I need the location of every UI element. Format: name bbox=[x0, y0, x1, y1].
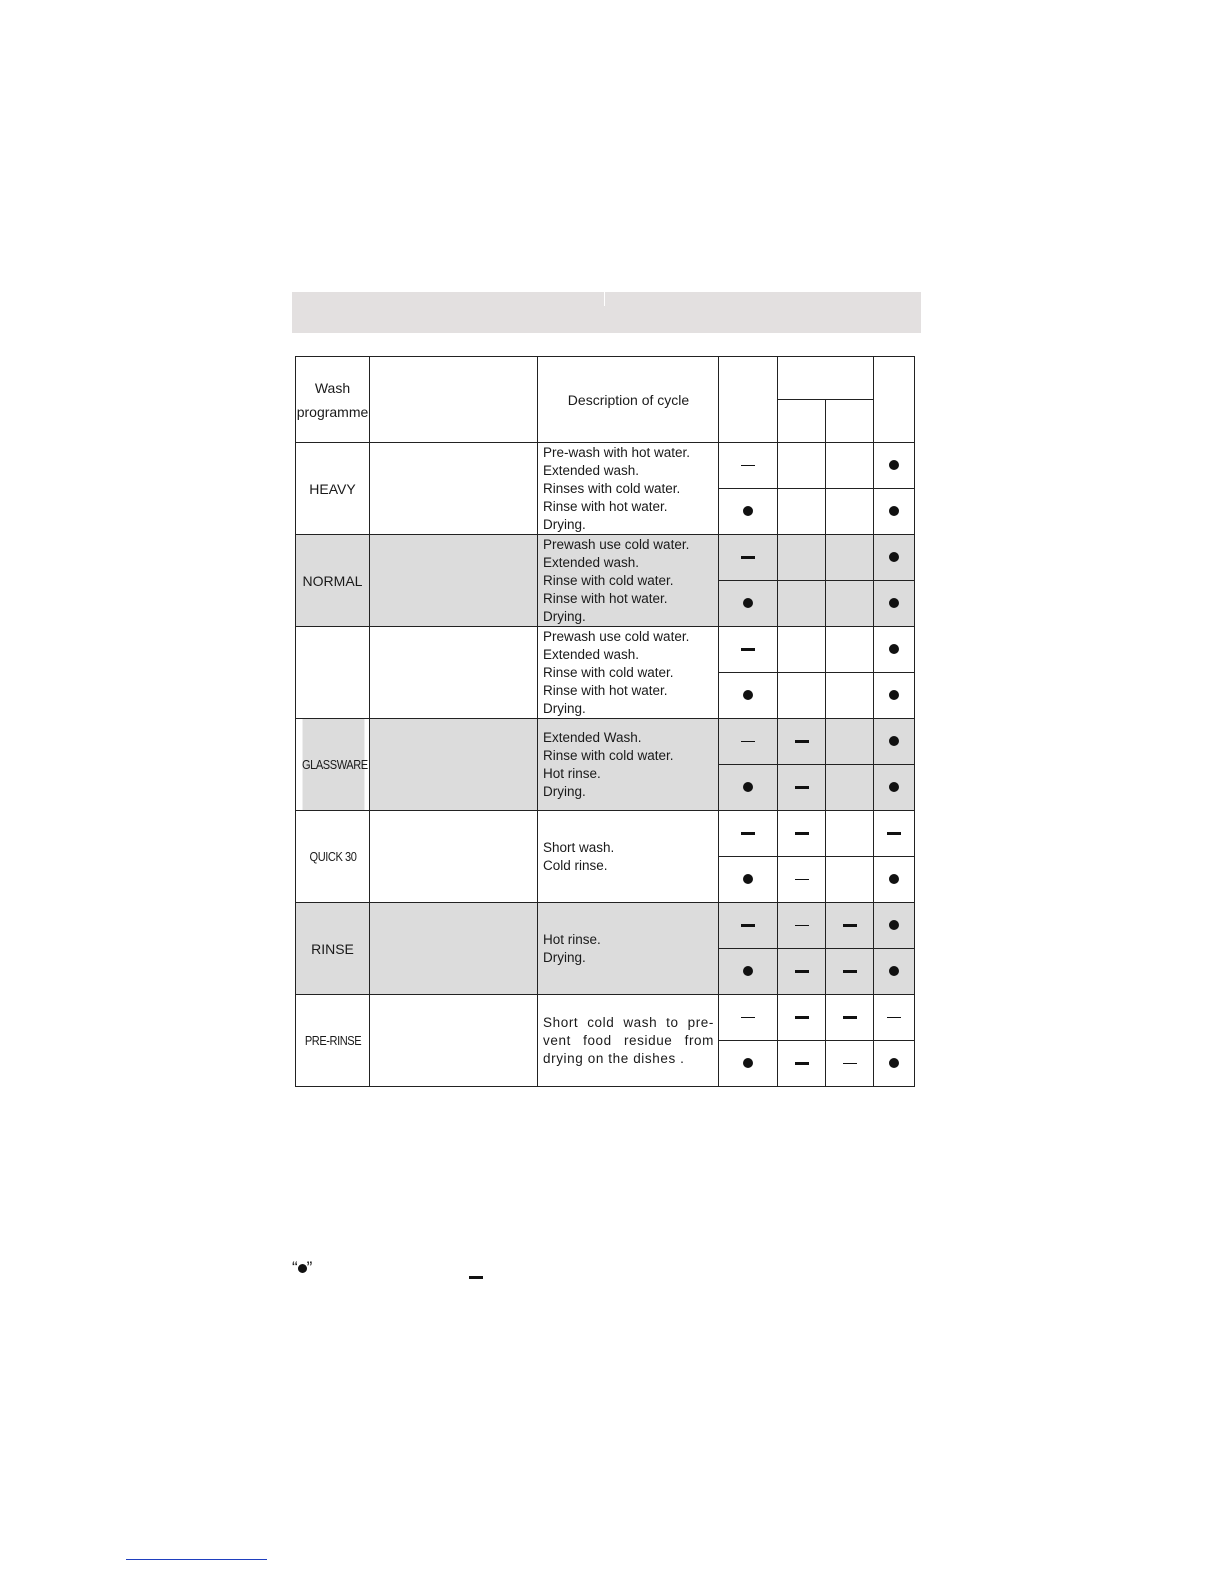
symbol-cell bbox=[826, 535, 874, 581]
symbol-cell bbox=[778, 765, 826, 811]
dot-icon bbox=[743, 598, 753, 608]
symbol-cell bbox=[874, 857, 915, 903]
symbol-cell bbox=[826, 719, 874, 765]
dot-icon bbox=[889, 460, 899, 470]
symbol-cell bbox=[874, 811, 915, 857]
dash-icon bbox=[741, 1017, 755, 1019]
symbol-cell bbox=[778, 581, 826, 627]
dash-icon bbox=[843, 970, 857, 973]
symbol-cell bbox=[874, 765, 915, 811]
dot-icon bbox=[743, 782, 753, 792]
symbol-cell bbox=[778, 949, 826, 995]
table-header-row bbox=[296, 357, 915, 400]
description-line: Short wash. bbox=[543, 839, 615, 855]
table-row bbox=[296, 995, 915, 1041]
symbol-cell bbox=[826, 1041, 874, 1087]
dot-icon bbox=[743, 506, 753, 516]
symbol-cell bbox=[826, 811, 874, 857]
dash-icon bbox=[795, 740, 809, 743]
programme-blank-cell bbox=[370, 811, 538, 903]
symbol-cell bbox=[874, 719, 915, 765]
header-col-a bbox=[719, 357, 778, 443]
symbol-cell bbox=[778, 673, 826, 719]
dash-icon bbox=[843, 924, 857, 927]
dash-icon bbox=[795, 970, 809, 973]
symbol-cell bbox=[778, 903, 826, 949]
symbol-cell bbox=[874, 1041, 915, 1087]
dash-icon bbox=[887, 1017, 901, 1019]
programme-name: GLASSWARE bbox=[301, 719, 364, 811]
description-line: Rinse with hot water. bbox=[543, 590, 668, 606]
dash-icon bbox=[795, 1016, 809, 1019]
programme-description bbox=[538, 627, 719, 719]
description-line: Rinses with cold water. bbox=[543, 480, 681, 496]
dash-icon bbox=[741, 832, 755, 835]
symbol-cell bbox=[778, 489, 826, 535]
symbol-cell bbox=[719, 673, 778, 719]
dash-icon bbox=[795, 925, 809, 927]
description-line: Rinse with hot water. bbox=[543, 682, 668, 698]
dot-icon bbox=[889, 690, 899, 700]
programme-description bbox=[538, 995, 719, 1087]
symbol-cell bbox=[874, 489, 915, 535]
dot-icon bbox=[889, 736, 899, 746]
header-description: Description of cycle bbox=[538, 357, 719, 443]
header-col-c bbox=[826, 400, 874, 443]
table-row bbox=[296, 627, 915, 673]
programme-blank-cell bbox=[370, 443, 538, 535]
symbol-cell bbox=[874, 673, 915, 719]
programme-name: PRE-RINSE bbox=[301, 995, 364, 1087]
programme-name bbox=[296, 627, 370, 719]
programme-blank-cell bbox=[370, 535, 538, 627]
header-blank bbox=[370, 357, 538, 443]
description-line: Pre-wash with hot water. bbox=[543, 444, 691, 460]
dot-icon bbox=[743, 874, 753, 884]
symbol-cell bbox=[826, 995, 874, 1041]
symbol-cell bbox=[719, 719, 778, 765]
description-line: Extended wash. bbox=[543, 462, 640, 478]
symbol-cell bbox=[826, 581, 874, 627]
symbol-cell bbox=[719, 765, 778, 811]
symbol-cell bbox=[778, 995, 826, 1041]
programme-blank-cell bbox=[370, 719, 538, 811]
symbol-cell bbox=[778, 811, 826, 857]
symbol-cell bbox=[826, 949, 874, 995]
description-line: Rinse with cold water. bbox=[543, 747, 674, 763]
symbol-cell bbox=[719, 1041, 778, 1087]
description-line: Extended Wash. bbox=[543, 729, 642, 745]
dash-icon bbox=[795, 879, 809, 881]
symbol-cell bbox=[719, 535, 778, 581]
description-line: Drying. bbox=[543, 608, 586, 624]
symbol-cell bbox=[874, 903, 915, 949]
symbol-cell bbox=[826, 765, 874, 811]
header-col-b bbox=[778, 400, 826, 443]
footer-link-underline[interactable] bbox=[126, 1559, 267, 1560]
header-programme: programme bbox=[296, 403, 369, 420]
programme-name: NORMAL bbox=[296, 535, 370, 627]
symbol-cell bbox=[719, 443, 778, 489]
description-line: Prewash use cold water. bbox=[543, 628, 690, 644]
dot-icon bbox=[889, 1058, 899, 1068]
dot-icon bbox=[743, 690, 753, 700]
legend-dot-icon bbox=[298, 1264, 307, 1273]
description-line: Extended wash. bbox=[543, 646, 640, 662]
symbol-cell bbox=[874, 949, 915, 995]
description-line: Drying. bbox=[543, 783, 586, 799]
dash-icon bbox=[741, 465, 755, 467]
symbol-cell bbox=[719, 903, 778, 949]
programme-blank-cell bbox=[370, 627, 538, 719]
symbol-cell bbox=[874, 627, 915, 673]
description-line: Prewash use cold water. bbox=[543, 536, 690, 552]
programme-blank-cell bbox=[370, 903, 538, 995]
dash-icon bbox=[843, 1063, 857, 1065]
programme-description bbox=[538, 443, 719, 535]
description-line: Hot rinse. bbox=[543, 931, 601, 947]
dash-icon bbox=[741, 741, 755, 743]
header-wash-programme bbox=[296, 357, 370, 443]
dash-icon bbox=[887, 832, 901, 835]
dot-icon bbox=[743, 966, 753, 976]
programme-description bbox=[538, 903, 719, 995]
description-line: Short cold wash to pre-vent food residue from drying on the dishes . bbox=[543, 1014, 714, 1066]
header-wash: Wash bbox=[314, 379, 351, 396]
description-line: Drying. bbox=[543, 949, 586, 965]
symbol-cell bbox=[874, 443, 915, 489]
symbol-cell bbox=[719, 811, 778, 857]
banner-divider bbox=[604, 292, 605, 306]
wash-programme-table bbox=[295, 356, 915, 1087]
programme-name: RINSE bbox=[296, 903, 370, 995]
description-line: Drying. bbox=[543, 516, 586, 532]
dash-icon bbox=[795, 1062, 809, 1065]
symbol-cell bbox=[719, 857, 778, 903]
symbol-cell bbox=[719, 627, 778, 673]
programme-description bbox=[538, 719, 719, 811]
symbol-cell bbox=[874, 581, 915, 627]
legend-dash-icon bbox=[469, 1276, 483, 1279]
dot-icon bbox=[889, 782, 899, 792]
description-line: Drying. bbox=[543, 700, 586, 716]
dot-icon bbox=[889, 644, 899, 654]
dash-icon bbox=[795, 786, 809, 789]
programme-blank-cell bbox=[370, 995, 538, 1087]
dash-icon bbox=[741, 648, 755, 651]
symbol-cell bbox=[719, 581, 778, 627]
symbol-cell bbox=[719, 489, 778, 535]
description-line: Rinse with hot water. bbox=[543, 498, 668, 514]
programme-description bbox=[538, 811, 719, 903]
symbol-cell bbox=[778, 857, 826, 903]
table-row bbox=[296, 719, 915, 765]
symbol-cell bbox=[719, 949, 778, 995]
section-banner bbox=[292, 292, 921, 333]
dot-icon bbox=[889, 920, 899, 930]
table-row bbox=[296, 443, 915, 489]
table-row bbox=[296, 903, 915, 949]
symbol-cell bbox=[826, 627, 874, 673]
dot-icon bbox=[889, 552, 899, 562]
dot-icon bbox=[889, 506, 899, 516]
dot-icon bbox=[889, 874, 899, 884]
symbol-cell bbox=[778, 627, 826, 673]
programme-name: QUICK 30 bbox=[301, 811, 364, 903]
table-row bbox=[296, 811, 915, 857]
dash-icon bbox=[741, 556, 755, 559]
dash-icon bbox=[843, 1016, 857, 1019]
symbol-cell bbox=[778, 1041, 826, 1087]
symbol-cell bbox=[826, 673, 874, 719]
symbol-cell bbox=[719, 995, 778, 1041]
dot-icon bbox=[889, 598, 899, 608]
header-col-d bbox=[874, 357, 915, 443]
symbol-cell bbox=[874, 995, 915, 1041]
description-line: Hot rinse. bbox=[543, 765, 601, 781]
symbol-cell bbox=[826, 857, 874, 903]
header-col-bc bbox=[778, 357, 874, 400]
symbol-cell bbox=[778, 719, 826, 765]
symbol-cell bbox=[826, 489, 874, 535]
symbol-cell bbox=[778, 535, 826, 581]
symbol-cell bbox=[778, 443, 826, 489]
description-line: Rinse with cold water. bbox=[543, 572, 674, 588]
description-line: Cold rinse. bbox=[543, 857, 608, 873]
dot-icon bbox=[889, 966, 899, 976]
description-line: Rinse with cold water. bbox=[543, 664, 674, 680]
dash-icon bbox=[795, 832, 809, 835]
legend-dot-key: “ ” bbox=[292, 1258, 313, 1277]
dot-icon bbox=[743, 1058, 753, 1068]
programme-name: HEAVY bbox=[296, 443, 370, 535]
description-line: Extended wash. bbox=[543, 554, 640, 570]
symbol-cell bbox=[826, 903, 874, 949]
dash-icon bbox=[741, 924, 755, 927]
legend-dash-key bbox=[469, 1267, 483, 1287]
table-row bbox=[296, 535, 915, 581]
symbol-cell bbox=[874, 535, 915, 581]
symbol-cell bbox=[826, 443, 874, 489]
programme-description bbox=[538, 535, 719, 627]
